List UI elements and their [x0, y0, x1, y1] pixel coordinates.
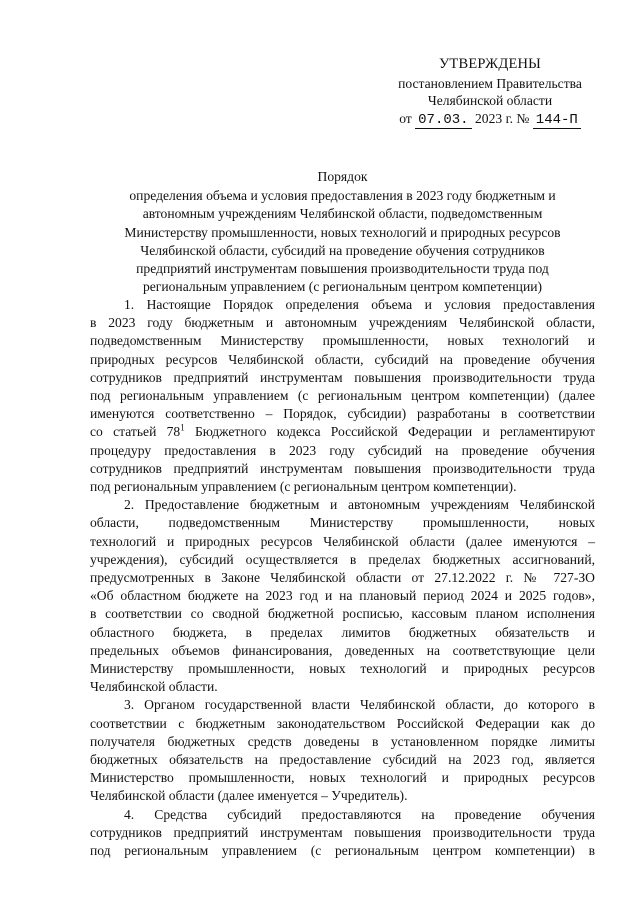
handwritten-date: 07.03. [415, 112, 471, 129]
approval-date-line [380, 110, 600, 129]
approved-stamp-label: УТВЕРЖДЕНЫ [438, 56, 542, 72]
text-fragment: Бюджетного кодекса Российской Федерации и регламентируют [184, 424, 595, 440]
approval-region-line: Челябинской области [427, 93, 553, 108]
title-line: Министерству промышленности, новых технологий и природных ресурсов [124, 224, 561, 240]
text-line: сотрудников предприятий инструментам повышения производительности труда [90, 824, 595, 840]
text-line: сотрудников предприятий инструментам повышения производительности труда [90, 369, 595, 385]
document-title [90, 168, 595, 296]
text-line: областного бюджета, в пределах лимитов бюджетных обязательств и [90, 624, 595, 640]
text-line: в 2023 году бюджетным и автономным учреждениям Челябинской области, [90, 315, 595, 331]
text-line: именуются соответственно – Порядок, субсидии) разработаны в соответствии [90, 406, 595, 422]
text-line: 4. Средства субсидий предоставляются на проведение обучения [124, 806, 595, 822]
text-line: предусмотренных в Законе Челябинской области от 27.12.2022 г. № 727-ЗО [90, 570, 595, 586]
text-line: в соответствии со сводной бюджетной росписью, кассовым планом исполнения [90, 606, 595, 622]
text-line: процедуру предоставления в 2023 году субсидий на проведение обучения [90, 442, 595, 458]
text-line: подведомственным Министерству промышленности, новых технологий и [90, 333, 595, 349]
text-line: Министерство промышленности, новых технологий и природных ресурсов [90, 770, 595, 786]
title-line: Челябинской области, субсидий на проведение обучения сотрудников [140, 242, 545, 258]
paragraph-1 [90, 296, 595, 496]
title-line: автономным учреждениям Челябинской области, подведомственным [142, 206, 543, 222]
text-line: под региональным управлением (с региональным центром компетенции) в [90, 843, 595, 859]
text-line: бюджетных обязательств на предоставление субсидий на 2023 год, является [90, 752, 595, 768]
article-superscript: 1 [180, 422, 185, 433]
text-line: области, подведомственным Министерству промышленности, новых [90, 515, 595, 531]
title-line: предприятий инструментам повышения производительности труда под [136, 261, 549, 277]
text-line: 1. Настоящие Порядок определения объема и условия предоставления [124, 297, 595, 312]
text-line: «Об областном бюджете на 2023 год и на плановый период 2024 и 2025 годов», [90, 588, 595, 604]
document-body [90, 296, 595, 860]
year-number-text: 2023 г. № [474, 111, 530, 126]
paragraph-3 [90, 696, 595, 805]
handwritten-number: 144-П [533, 112, 581, 129]
title-line: определения объема и условия предоставления в 2023 году бюджетным и [129, 188, 556, 204]
text-line: предельных объемов финансирования, доведенных на соответствующие цели [90, 642, 595, 658]
title-heading: Порядок [317, 169, 368, 184]
text-fragment: со статьей 78 [90, 424, 181, 440]
paragraph-2 [90, 496, 595, 696]
text-line: природных ресурсов Челябинской области, субсидий на проведение обучения [90, 351, 595, 367]
text-line: соответствии с бюджетным законодательством Российской Федерации как до [90, 715, 595, 731]
text-line: сотрудников предприятий инструментам повышения производительности труда [90, 460, 595, 476]
text-line: учреждения), субсидий осуществляется в пределах бюджетных ассигнований, [90, 551, 595, 567]
text-line: 2. Предоставление бюджетным и автономным учреждениям Челябинской [124, 497, 595, 513]
paragraph-4 [90, 806, 595, 861]
title-line: региональным управлением (с региональным центром компетенции) [142, 279, 543, 295]
date-prefix: от [399, 111, 412, 126]
text-line: под региональным управлением (с региональным центром компетенции) (далее [90, 388, 595, 404]
text-line: под региональным управлением (с региональным центром компетенции). [90, 479, 517, 495]
text-line: 3. Органом государственной власти Челябинской области, до которого в [124, 697, 595, 713]
text-line: Челябинской области. [90, 679, 218, 695]
text-line: Челябинской области (далее именуется – Учредитель). [90, 788, 408, 804]
approval-resolution-line: постановлением Правительства [398, 76, 582, 91]
text-line-with-superscript [90, 423, 595, 441]
approval-block [380, 56, 600, 129]
text-line: Министерству промышленности, новых технологий и природных ресурсов [90, 661, 595, 677]
text-line: технологий и природных ресурсов Челябинской области (далее именуются – [90, 533, 595, 549]
text-line: получателя бюджетных средств доведены в установленном порядке лимиты [90, 733, 595, 749]
